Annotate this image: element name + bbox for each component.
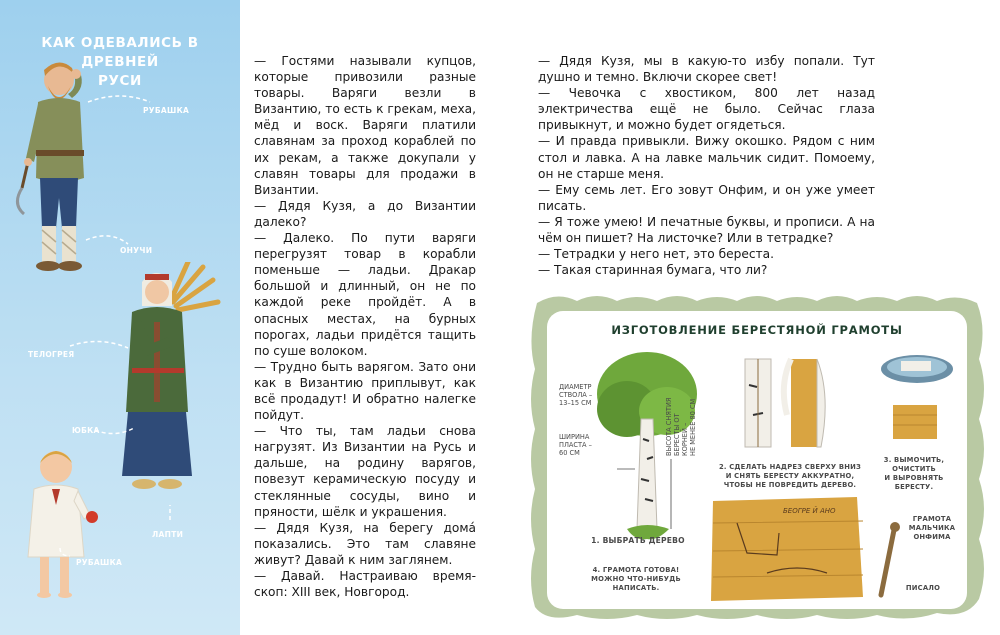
paragraph: — Что ты, там ладьи снова нагрузят. Из Византии на Русь и дальше, на родину варягов, повезут керамическую посуду и стеклянные сосуды, вино и пряности, шёлк и украшения. xyxy=(254,424,476,519)
step-1: 1. ВЫБРАТЬ ДЕРЕВО xyxy=(591,536,685,545)
paragraph: — Дядя Кузя, а до Византии далеко? xyxy=(254,198,476,229)
paragraph: — Давай. Настраиваю время-скоп: XIII век, Новгород. xyxy=(254,569,476,600)
label-shirt-child: РУБАШКА xyxy=(76,558,123,567)
paragraph: — Трудно быть варягом. Зато они как в Византию приплывут, как всё продадут! И обратно налегке пойдут. xyxy=(254,359,476,423)
infographic-title: ИЗГОТОВЛЕНИЕ БЕРЕСТЯНОЙ ГРАМОТЫ xyxy=(611,323,903,337)
label-shirt-man: РУБАШКА xyxy=(143,106,190,115)
scroll-writing: БЕОГРЕ Й АНО xyxy=(783,507,836,515)
layer-width-note: ШИРИНА ПЛАСТА – 60 СМ xyxy=(559,433,592,457)
paragraph: — Ему семь лет. Его зовут Онфим, и он уже умеет писать. xyxy=(538,182,875,213)
label-lapti: ЛАПТИ xyxy=(152,530,184,539)
paragraph: — Я тоже умею! И печатные буквы, и прописи. А на чём он пишет? На листочке? Или в тетрадке? xyxy=(538,214,875,246)
label-skirt: ЮБКА xyxy=(72,426,100,435)
paragraph: — Гостями называли купцов, которые привозили разные товары. Варяги везли в Византию, то есть к грекам, меха, мёд и воск. Варяги платили славянам за проход кораблей по их рекам, а также докупали у славян товары для продажи в Византии. xyxy=(254,54,476,197)
paragraph: — Дядя Кузя, на берегу домá показались. Это там славяне живут? Давай к ним заглянем. xyxy=(254,520,476,567)
step-3: 3. ВЫМОЧИТЬ, ОЧИСТИТЬ И ВЫРОВНЯТЬ БЕРЕСТУ. xyxy=(883,456,945,491)
paragraph: — Дядя Кузя, мы в какую-то избу попали. Тут душно и темно. Включи скорее свет! xyxy=(538,54,875,85)
pisalo-label: ПИСАЛО xyxy=(905,584,941,592)
paragraph: — Далеко. По пути варяги перегрузят товар в корабли поменьше — ладьи. Дракар большой и длинный, он не по каждой реке пройдёт. А в опасных местах, на бурных порогах, ладьи придётся тащить по суше волоком. xyxy=(254,231,476,358)
step-4: 4. ГРАМОТА ГОТОВА! МОЖНО ЧТО-НИБУДЬ НАПИСАТЬ. xyxy=(591,566,681,592)
text-column-1 xyxy=(254,53,476,600)
birch-bark-infographic xyxy=(527,289,989,624)
soaking-bark-illustration xyxy=(877,351,957,451)
paragraph: — Чевочка с хвостиком, 800 лет назад электричества ещё не было. Сейчас глаза привыкнут, и можно будет огядеться. xyxy=(538,86,875,133)
panel-card xyxy=(547,311,967,609)
bark-cutting-illustration xyxy=(735,355,835,455)
paragraph: — Такая старинная бумага, что ли? xyxy=(538,263,768,278)
sidebar-title: КАК ОДЕВАЛИСЬ В ДРЕВНЕЙ РУСИ xyxy=(41,35,199,89)
gramota-label: ГРАМОТА МАЛЬЧИКА ОНФИМА xyxy=(908,515,956,541)
paragraph: — И правда привыкли. Вижу окошко. Рядом с ним стол и лавка. А на лавке мальчик сидит. Помоему, он не старше меня. xyxy=(538,134,875,181)
label-onuchi: ОНУЧИ xyxy=(120,246,153,255)
paragraph: — Тетрадки у него нет, это береста. xyxy=(538,247,775,262)
trunk-diameter-note: ДИАМЕТР СТВОЛА – 13–15 СМ xyxy=(559,383,593,407)
removal-height-note: ВЫСОТА СНЯТИЯ БЕРЕСТЫ ОТ КОРНЕЙ – НЕ МЕНЕЕ 80 СМ xyxy=(665,397,697,456)
step-2: 2. СДЕЛАТЬ НАДРЕЗ СВЕРХУ ВНИЗ И СНЯТЬ БЕРЕСТУ АККУРАТНО, ЧТОБЫ НЕ ПОВРЕДИТЬ ДЕРЕВО. xyxy=(718,463,862,489)
pointer-lines xyxy=(0,0,240,635)
text-column-2 xyxy=(538,53,875,278)
label-telogreya: ТЕЛОГРЕЯ xyxy=(28,350,75,359)
clothing-sidebar xyxy=(0,0,240,635)
